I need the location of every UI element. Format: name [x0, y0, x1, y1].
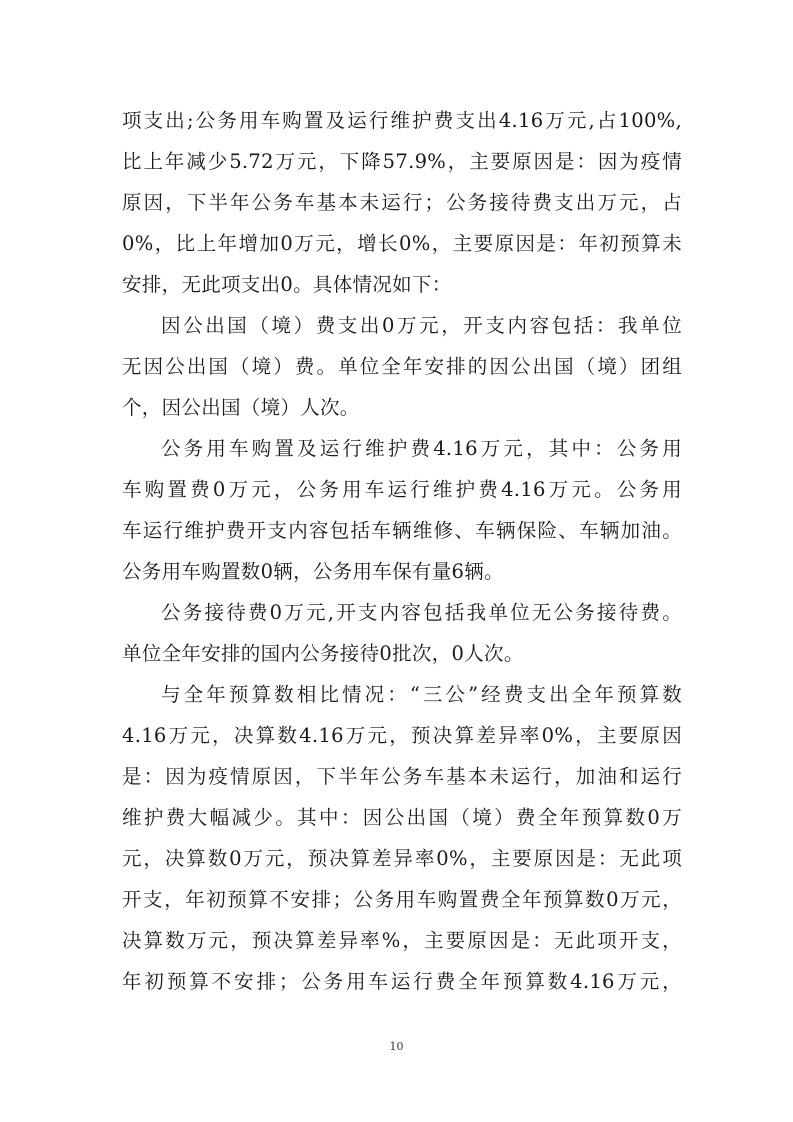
text-line: 4.16万元，决算数4.16万元，预决算差异率0%，主要原因: [122, 724, 682, 747]
text-line: 是：因为疫情原因，下半年公务车基本未运行，加油和运行: [122, 765, 682, 788]
text-line: 元，决算数0万元，预决算差异率0%，主要原因是：无此项: [122, 847, 682, 870]
text-line: 0%，比上年增加0万元，增长0%，主要原因是：年初预算未: [122, 232, 682, 255]
text-line: 开支，年初预算不安排；公务用车购置费全年预算数0万元，: [122, 888, 682, 911]
text-line: 维护费大幅减少。其中：因公出国（境）费全年预算数0万: [122, 806, 682, 829]
text-line: 比上年减少5.72万元，下降57.9%，主要原因是：因为疫情: [122, 150, 682, 173]
text-line: 单位全年安排的国内公务接待0批次，0人次。: [122, 642, 524, 665]
text-line: 车购置费0万元，公务用车运行维护费4.16万元。公务用: [122, 478, 682, 501]
page-number: 10: [389, 1040, 404, 1053]
document-body: [122, 100, 682, 1002]
text-line: 公务接待费0万元,开支内容包括我单位无公务接待费。: [161, 601, 682, 624]
text-line: 安排，无此项支出0。具体情况如下：: [122, 273, 452, 296]
text-line: 车运行维护费开支内容包括车辆维修、车辆保险、车辆加油。: [122, 519, 682, 542]
text-line: 公务用车购置及运行维护费4.16万元，其中：公务用: [161, 437, 682, 460]
text-line: 无因公出国（境）费。单位全年安排的因公出国（境）团组: [122, 355, 682, 378]
text-line: 项支出;公务用车购置及运行维护费支出4.16万元,占100%,: [122, 109, 682, 132]
text-line: 与全年预算数相比情况：“三公”经费支出全年预算数: [161, 683, 682, 706]
text-line: 年初预算不安排；公务用车运行费全年预算数4.16万元，: [122, 970, 682, 993]
text-line: 原因，下半年公务车基本未运行；公务接待费支出万元，占: [122, 191, 682, 214]
text-line: 决算数万元，预决算差异率%，主要原因是：无此项开支，: [122, 929, 682, 952]
text-line: 公务用车购置数0辆，公务用车保有量6辆。: [122, 560, 504, 583]
text-line: 因公出国（境）费支出0万元，开支内容包括：我单位: [161, 314, 682, 337]
text-line: 个，因公出国（境）人次。: [122, 396, 360, 419]
